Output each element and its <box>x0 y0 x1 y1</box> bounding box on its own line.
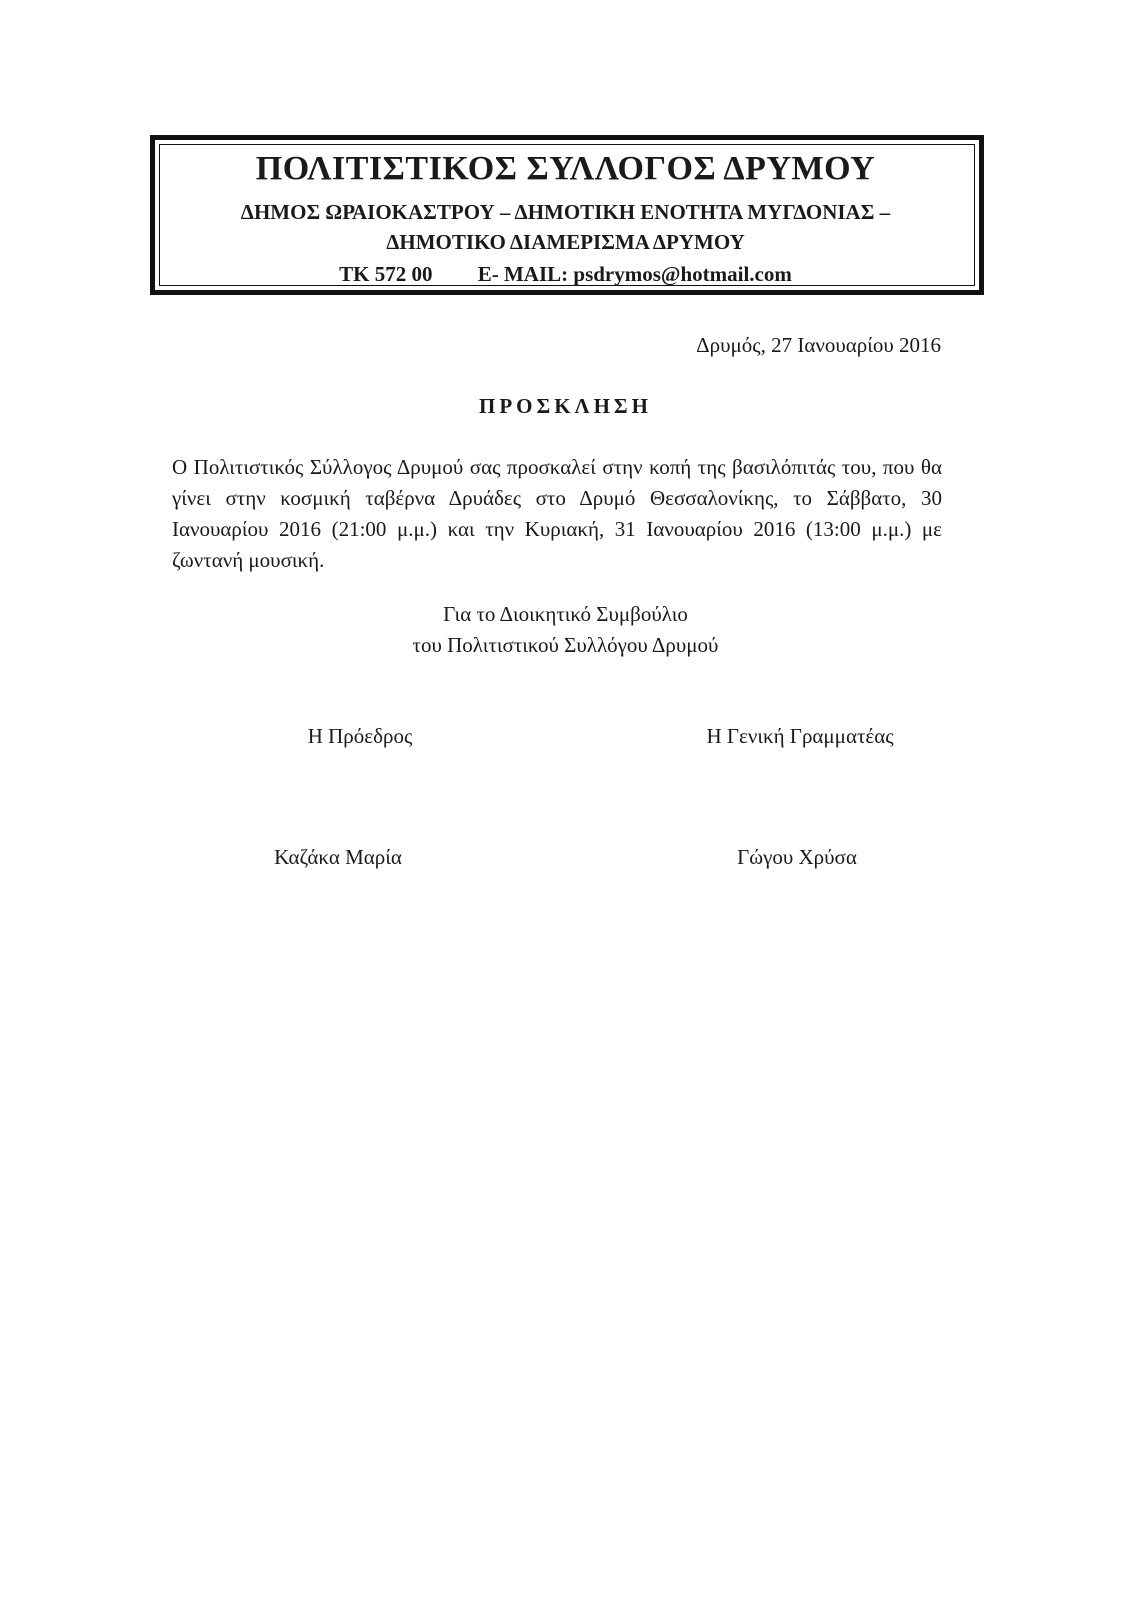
secretary-name: Γώγου Χρύσα <box>737 845 857 869</box>
closing-line-1: Για το Διοικητικό Συμβούλιο <box>443 602 688 626</box>
email-address: E- MAIL: psdrymos@hotmail.com <box>477 262 792 286</box>
document-title: ΠΡΟΣΚΛΗΣΗ <box>478 394 652 418</box>
municipality-line: ΔΗΜΟΣ ΩΡΑΙΟΚΑΣΤΡΟΥ – ΔΗΜΟΤΙΚΗ ΕΝΟΤΗΤΑ ΜΥΓΔΟΝΙΑΣ – <box>240 200 891 224</box>
contact-line <box>0 262 1131 287</box>
organization-name: ΠΟΛΙΤΙΣΤΙΚΟΣ ΣΥΛΛΟΓΟΣ ΔΡΥΜΟΥ <box>255 150 876 187</box>
district-line: ΔΗΜΟΤΙΚΟ ΔΙΑΜΕΡΙΣΜΑ ΔΡΥΜΟΥ <box>386 230 745 254</box>
invitation-body: Ο Πολιτιστικός Σύλλογος Δρυμού σας προσκαλεί στην κοπή της βασιλόπιτάς του, που θα γίνει στην κοσμική ταβέρνα Δρυάδες στο Δρυμό Θεσσαλονίκης, το Σάββατο, 30 Ιανουαρίου 2016 (21:00 μ.μ.) και την Κυριακή, 31 Ιανουαρίου 2016 (13:00 μ.μ.) με ζωντανή μουσική. <box>172 455 942 572</box>
president-title: Η Πρόεδρος <box>307 724 413 748</box>
document-date: Δρυμός, 27 Ιανουαρίου 2016 <box>696 333 941 357</box>
postal-code: ΤΚ 572 00 <box>339 262 433 286</box>
closing-line-2: του Πολιτιστικού Συλλόγου Δρυμού <box>412 633 719 657</box>
secretary-title: Η Γενική Γραμματέας <box>706 724 894 748</box>
president-name: Καζάκα Μαρία <box>274 845 402 869</box>
